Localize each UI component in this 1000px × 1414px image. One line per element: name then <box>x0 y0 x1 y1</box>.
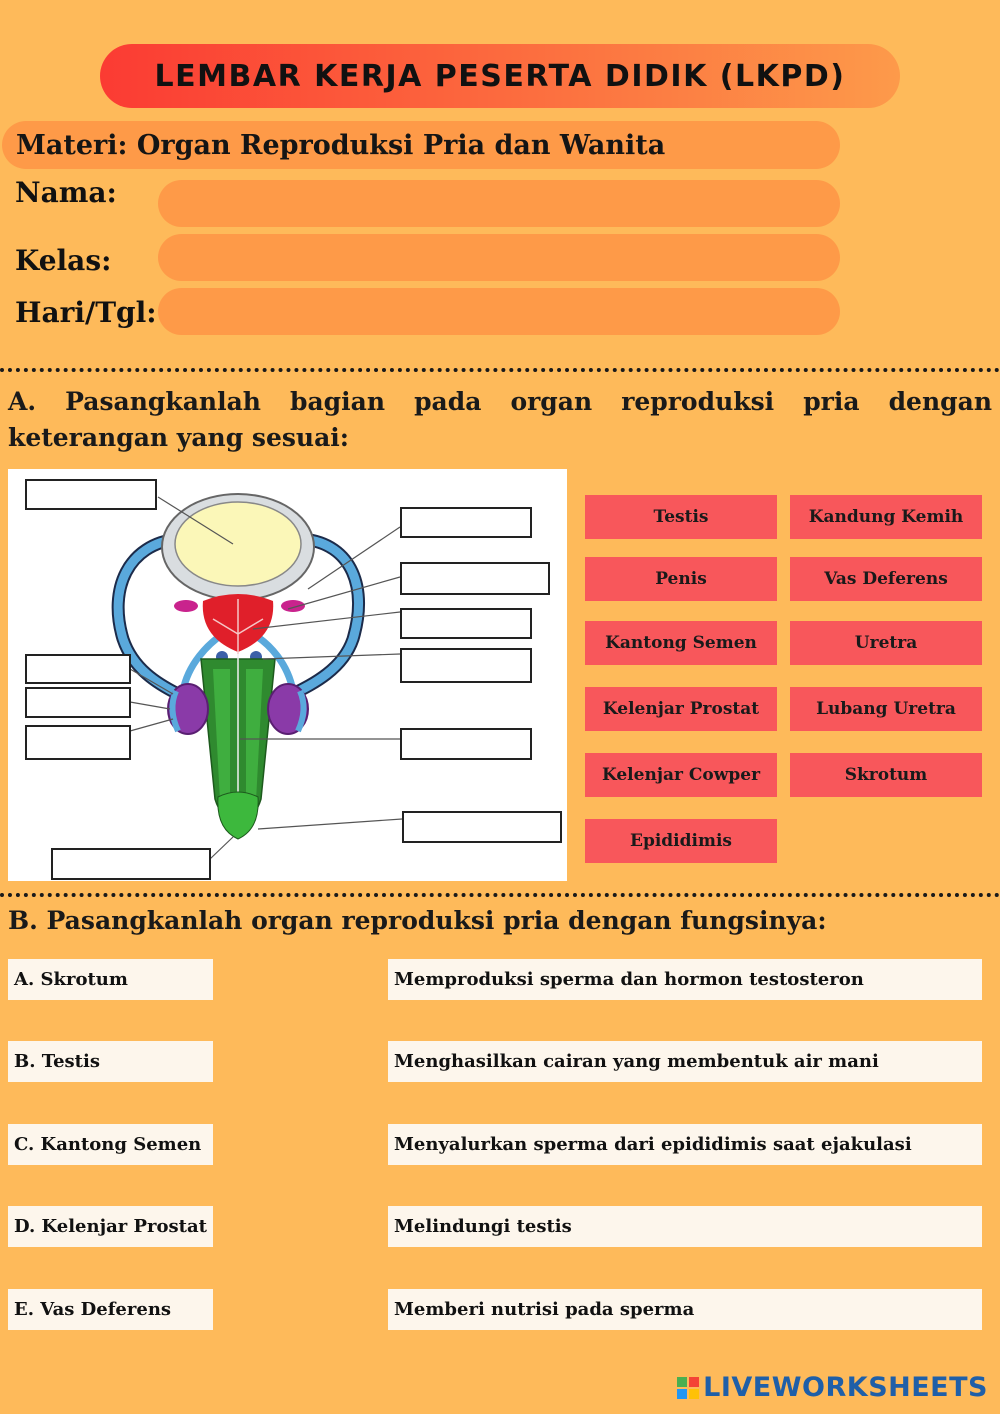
hari-tgl-label: Hari/Tgl: <box>15 296 157 329</box>
term-chip-lubang-uretra[interactable]: Lubang Uretra <box>790 687 982 731</box>
male-reproductive-diagram <box>8 469 567 881</box>
term-chip-kelenjar-prostat[interactable]: Kelenjar Prostat <box>585 687 777 731</box>
organ-item[interactable]: C. Kantong Semen <box>8 1124 213 1165</box>
term-chip-vas-deferens[interactable]: Vas Deferens <box>790 557 982 601</box>
section-a-instruction: A. Pasangkanlah bagian pada organ reproduksi pria dengan keterangan yang sesuai: <box>8 387 992 452</box>
term-chip-kelenjar-cowper[interactable]: Kelenjar Cowper <box>585 753 777 797</box>
label-box-9[interactable] <box>400 728 532 760</box>
term-chip-testis[interactable]: Testis <box>585 495 777 539</box>
section-divider-a <box>0 368 1000 372</box>
label-box-1[interactable] <box>25 479 157 510</box>
term-chip-penis[interactable]: Penis <box>585 557 777 601</box>
term-chip-skrotum[interactable]: Skrotum <box>790 753 982 797</box>
term-chip-uretra[interactable]: Uretra <box>790 621 982 665</box>
kelas-input[interactable] <box>158 234 840 281</box>
hari-tgl-input[interactable] <box>158 288 840 335</box>
organ-item[interactable]: E. Vas Deferens <box>8 1289 213 1330</box>
page-title: LEMBAR KERJA PESERTA DIDIK (LKPD) <box>154 58 846 94</box>
term-chip-epididimis[interactable]: Epididimis <box>585 819 777 863</box>
title-banner <box>100 44 900 108</box>
function-item[interactable]: Menghasilkan cairan yang membentuk air mani <box>388 1041 982 1082</box>
term-chip-kandung-kemih[interactable]: Kandung Kemih <box>790 495 982 539</box>
label-box-7[interactable] <box>25 687 131 718</box>
organ-item[interactable]: A. Skrotum <box>8 959 213 1000</box>
function-item[interactable]: Memberi nutrisi pada sperma <box>388 1289 982 1330</box>
section-b-instruction: B. Pasangkanlah organ reproduksi pria dengan fungsinya: <box>8 906 827 935</box>
brand-text: LIVEWORKSHEETS <box>703 1372 988 1403</box>
label-box-5[interactable] <box>400 648 532 683</box>
label-box-6[interactable] <box>25 654 131 684</box>
label-box-8[interactable] <box>25 725 131 760</box>
nama-input[interactable] <box>158 180 840 227</box>
term-chip-kantong-semen[interactable]: Kantong Semen <box>585 621 777 665</box>
organ-item[interactable]: B. Testis <box>8 1041 213 1082</box>
materi-banner <box>2 121 840 169</box>
label-box-11[interactable] <box>51 848 211 880</box>
kelas-label: Kelas: <box>15 244 112 277</box>
liveworksheets-brand <box>677 1372 988 1403</box>
function-item[interactable]: Menyalurkan sperma dari epididimis saat ejakulasi <box>388 1124 982 1165</box>
materi-text: Materi: Organ Reproduksi Pria dan Wanita <box>16 129 666 161</box>
label-box-3[interactable] <box>400 562 550 595</box>
function-item[interactable]: Memproduksi sperma dan hormon testosteron <box>388 959 982 1000</box>
liveworksheets-logo-icon <box>677 1377 699 1399</box>
label-box-4[interactable] <box>400 608 532 639</box>
section-divider-b <box>0 893 1000 897</box>
label-box-2[interactable] <box>400 507 532 538</box>
label-box-10[interactable] <box>402 811 562 843</box>
function-item[interactable]: Melindungi testis <box>388 1206 982 1247</box>
nama-label: Nama: <box>15 176 117 209</box>
organ-item[interactable]: D. Kelenjar Prostat <box>8 1206 213 1247</box>
